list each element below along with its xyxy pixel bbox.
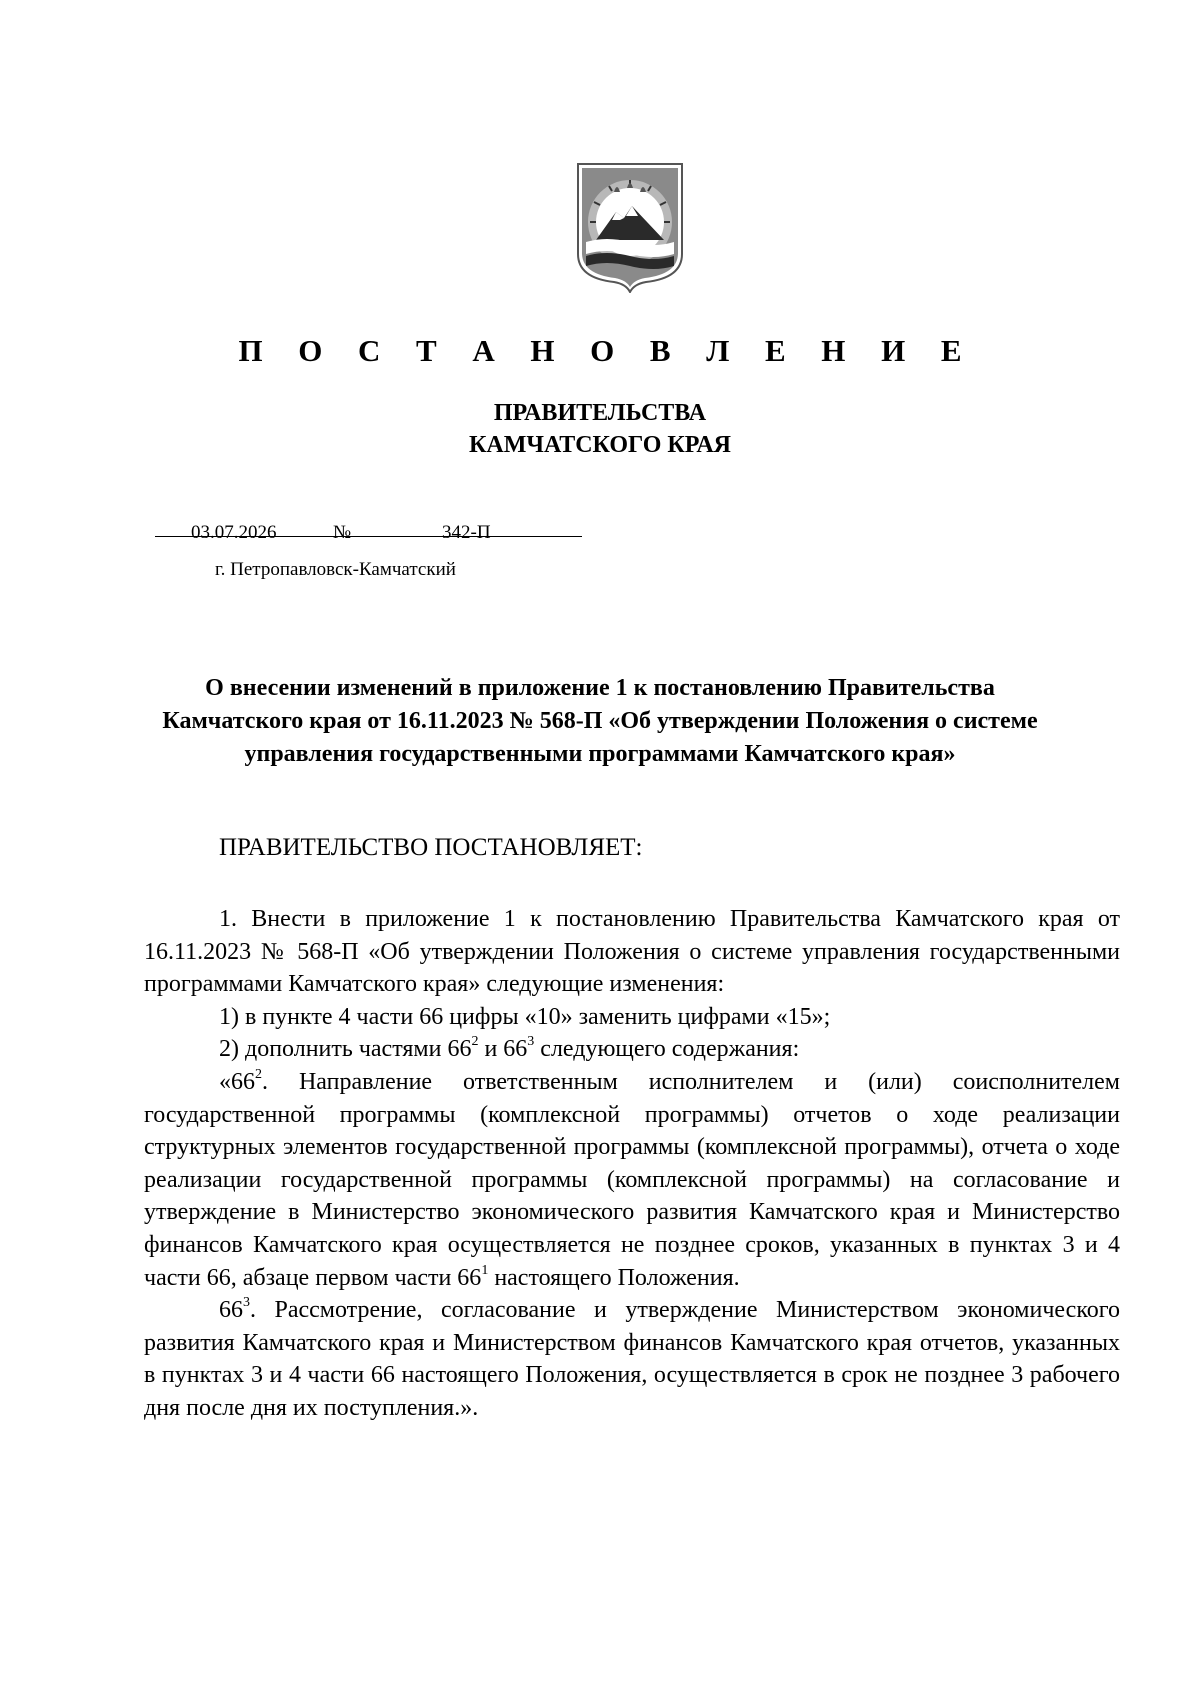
document-body [144, 903, 1120, 1425]
paragraph-5 [144, 1294, 1120, 1424]
document-city: г. Петропавловск-Камчатский [215, 559, 456, 580]
issuing-authority-line2: КАМЧАТСКОГО КРАЯ [468, 432, 732, 458]
issuing-authority-line1: ПРАВИТЕЛЬСТВА [493, 400, 707, 426]
document-subject: О внесении изменений в приложение 1 к постановлению Правительства Камчатского края от 16.11.2023 № 568-П «Об утверждении Положения о системе управления государственными программами Камчатского края» [162, 675, 1038, 767]
decree-statement: ПРАВИТЕЛЬСТВО ПОСТАНОВЛЯЕТ: [219, 834, 643, 861]
paragraph-4-text: «66 [219, 1068, 255, 1095]
number-sign: № [333, 522, 352, 543]
superscript: 1 [481, 1262, 489, 1278]
superscript: 3 [527, 1034, 535, 1050]
paragraph-4 [144, 1066, 1120, 1294]
paragraph-3-text: и 66 [478, 1036, 528, 1063]
document-type-title: П О С Т А Н О В Л Е Н И Е [238, 333, 976, 368]
document-number: 342-П [442, 522, 491, 543]
paragraph-5-text: . Рассмотрение, согласование и утверждение Министерством экономического развития Камчатского края и Министерством финансов Камчатского края отчетов, указанных в пунктах 3 и 4 части 66 настоящего Положения, осуществляется в срок не позднее 3 рабочего дня после дня их поступления.». [144, 1297, 1120, 1421]
issuing-authority [0, 397, 1200, 461]
superscript: 3 [243, 1295, 250, 1311]
document-date: 03.07.2026 [191, 522, 277, 543]
paragraph-4-text: настоящего Положения. [488, 1264, 740, 1291]
paragraph-1: 1. Внести в приложение 1 к постановлению Правительства Камчатского края от 16.11.2023 № 568-П «Об утверждении Положения о системе управления государственными программами Камчатского края» следующие изменения: [144, 906, 1120, 998]
paragraph-3-text: следующего содержания: [534, 1036, 800, 1063]
paragraph-3 [144, 1033, 1120, 1066]
paragraph-4-text: . Направление ответственным исполнителем и (или) соисполнителем государственной программы (комплексной программы) отчетов о ходе реализации структурных элементов государственной программы (комплексной программы), отчета о ходе реализации государственной программы (комплексной программы) на согласование и утверждение в Министерство экономического развития Камчатского края и Министерство финансов Камчатского края осуществляется не позднее сроков, указанных в пунктах 3 и 4 части 66, абзаце первом части 66 [144, 1068, 1120, 1291]
paragraph-3-text: 2) дополнить частями 66 [219, 1036, 472, 1063]
superscript: 2 [471, 1034, 479, 1050]
superscript: 2 [255, 1066, 262, 1082]
coat-of-arms-emblem [576, 162, 684, 293]
paragraph-5-text: 66 [219, 1297, 243, 1324]
paragraph-2: 1) в пункте 4 части 66 цифры «10» заменить цифрами «15»; [219, 1003, 831, 1030]
